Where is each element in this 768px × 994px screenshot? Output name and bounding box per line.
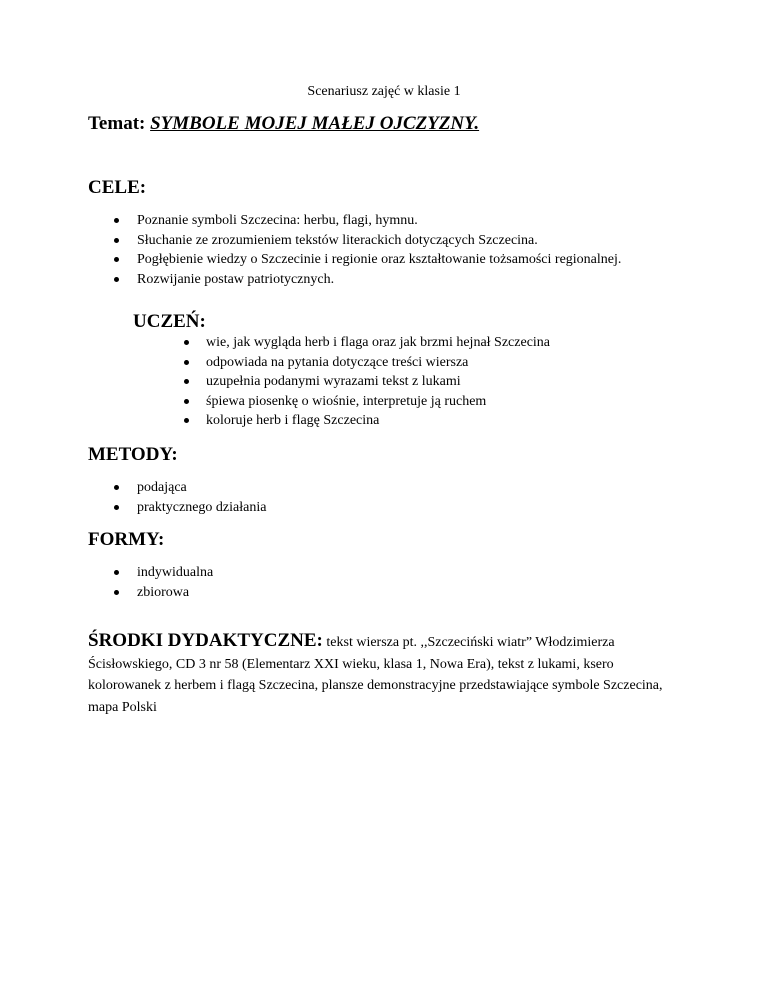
list-item-text: praktycznego działania	[137, 499, 267, 515]
list-item-text: Pogłębienie wiedzy o Szczecinie i regionie oraz kształtowanie tożsamości regionalnej.	[137, 252, 622, 268]
cele-heading: CELE:	[88, 177, 147, 198]
metody-heading: METODY:	[88, 444, 178, 465]
bullet-icon	[184, 418, 189, 423]
bullet-icon	[114, 257, 119, 262]
bullet-icon	[184, 360, 189, 365]
uczen-heading: UCZEŃ:	[133, 311, 206, 332]
list-item-text: zbiorowa	[137, 584, 190, 600]
bullet-icon	[114, 590, 119, 595]
bullet-icon	[184, 399, 189, 404]
teaching-aids-heading: ŚRODKI DYDAKTYCZNE:	[88, 630, 323, 651]
bullet-icon	[114, 485, 119, 490]
teaching-aids-text: tekst wiersza pt. ,,Szczeciński wiatr” Włodzimierza Ścisłowskiego, CD 3 nr 58 (Elementarz XXI wieku, klasa 1, Nowa Era), tekst z lukami, ksero kolorowanek z herbem i flagą Szczecina, plansze demonstracyjne przedstawiające symbole Szczecina, mapa Polski	[88, 635, 663, 715]
bullet-icon	[114, 218, 119, 223]
list-item-text: odpowiada na pytania dotyczące treści wiersza	[206, 354, 469, 370]
bullet-icon	[184, 340, 189, 345]
list-item-text: uzupełnia podanymi wyrazami tekst z lukami	[206, 374, 461, 390]
list-item-text: Rozwijanie postaw patriotycznych.	[137, 271, 335, 287]
list-item-text: wie, jak wygląda herb i flaga oraz jak brzmi hejnał Szczecina	[206, 335, 551, 350]
topic-line	[88, 113, 479, 135]
topic-title: SYMBOLE MOJEJ MAŁEJ OJCZYZNY.	[150, 113, 480, 134]
list-item-text: Słuchanie ze zrozumieniem tekstów literackich dotyczących Szczecina.	[137, 232, 538, 248]
list-item-text: podająca	[137, 480, 187, 495]
bullet-icon	[184, 379, 189, 384]
formy-heading: FORMY:	[88, 529, 165, 550]
list-item-text: Poznanie symboli Szczecina: herbu, flagi, hymnu.	[137, 213, 418, 228]
topic-label: Temat:	[88, 113, 146, 134]
bullet-icon	[114, 238, 119, 243]
list-item-text: indywidualna	[137, 565, 214, 580]
bullet-icon	[114, 277, 119, 282]
bullet-icon	[114, 505, 119, 510]
bullet-icon	[114, 570, 119, 575]
list-item-text: koloruje herb i flagę Szczecina	[206, 413, 380, 429]
document-subtitle: Scenariusz zajęć w klasie 1	[307, 84, 461, 99]
teaching-aids-paragraph	[88, 630, 688, 718]
list-item-text: śpiewa piosenkę o wiośnie, interpretuje ją ruchem	[206, 393, 487, 409]
